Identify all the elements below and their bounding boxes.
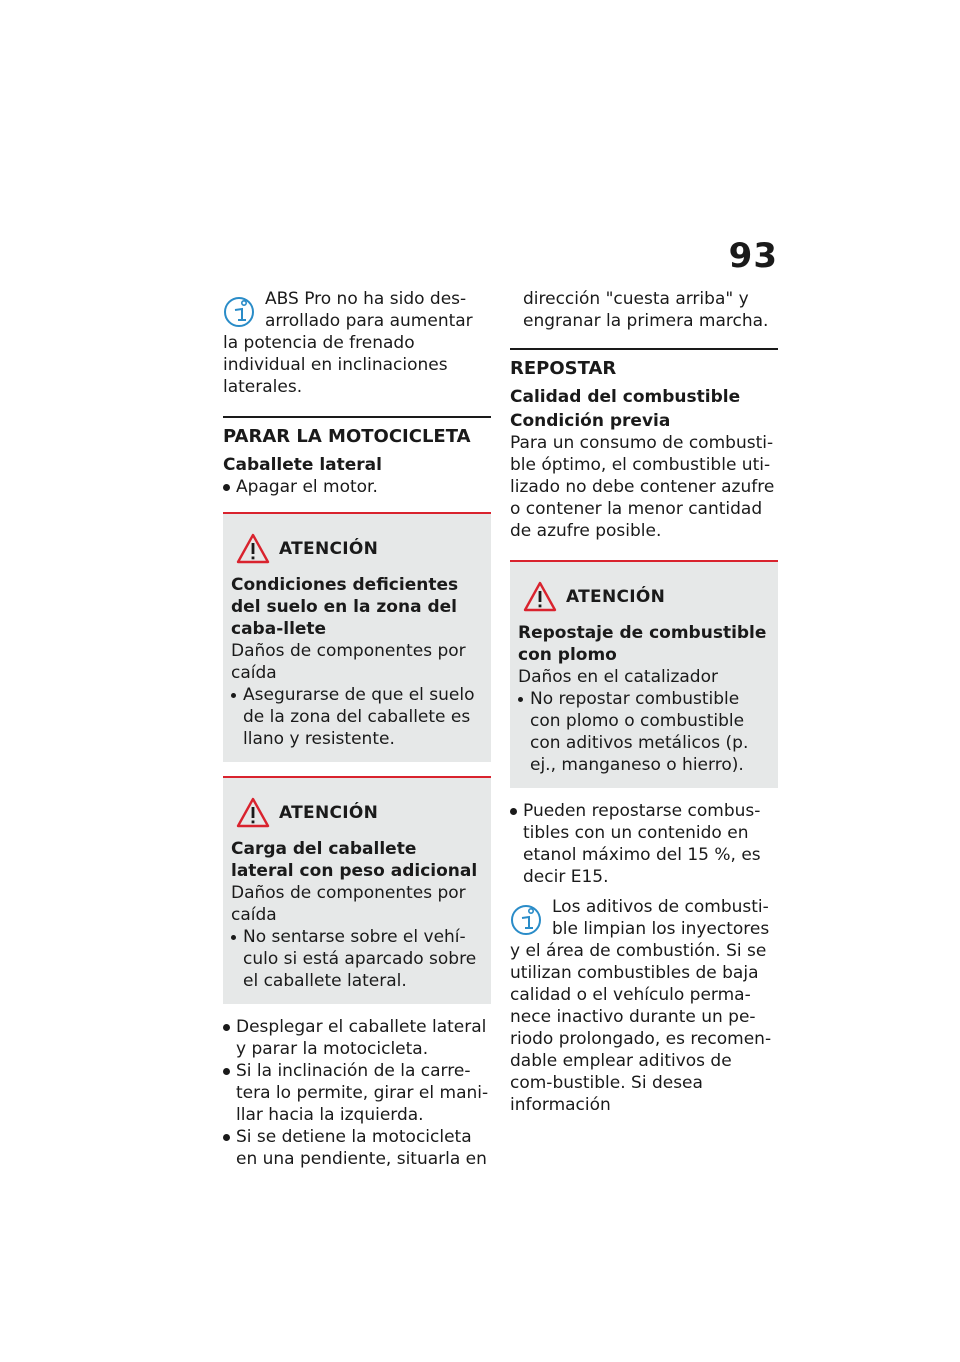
abs-hint: [223, 288, 491, 398]
right-column: [510, 288, 778, 1116]
list-item: Apagar el motor.: [223, 476, 491, 498]
left-column: [223, 288, 491, 1170]
warning-triangle-icon: [235, 796, 271, 830]
step-list: [223, 476, 491, 498]
list-item: Pueden repostarse combus-tibles con un contenido en etanol máximo del 15 %, es decir E15.: [510, 800, 778, 888]
warning-triangle-icon: [522, 580, 558, 614]
step-list: [510, 800, 778, 888]
warning-consequence: Daños en el catalizador: [518, 667, 718, 687]
warning-box: [510, 560, 778, 788]
warning-triangle-icon: [235, 532, 271, 566]
warning-title: ATENCIÓN: [279, 803, 379, 823]
warning-action: No repostar combustible con plomo o combustible con aditivos metálicos (p. ej., manganeso o hierro).: [518, 688, 768, 776]
condition-title: Condición previa: [510, 411, 671, 431]
step-list: [223, 1016, 491, 1170]
warning-title: ATENCIÓN: [279, 539, 379, 559]
warning-box: [223, 776, 491, 1004]
continuation-text: dirección "cuesta arriba" y engranar la primera marcha.: [523, 289, 769, 331]
info-hint-icon: [223, 294, 259, 330]
fuel-additive-hint: [510, 896, 778, 1116]
warning-action: No sentarse sobre el vehí-culo si está aparcado sobre el caballete lateral.: [231, 926, 481, 992]
subsection-title: Calidad del combustible: [510, 387, 741, 407]
list-item: Si se detiene la motocicleta en una pendiente, situarla en: [223, 1126, 491, 1170]
warning-consequence: Daños de componentes por caída: [231, 883, 466, 925]
warning-consequence: Daños de componentes por caída: [231, 641, 466, 683]
hint-text: ABS Pro no ha sido des-arrollado para aumentar la potencia de frenado individual en inclinaciones laterales.: [223, 289, 473, 397]
warning-title: ATENCIÓN: [566, 587, 666, 607]
warning-action: Asegurarse de que el suelo de la zona del caballete es llano y resistente.: [231, 684, 481, 750]
info-hint-icon: [510, 902, 546, 938]
subsection-title: Caballete lateral: [223, 455, 382, 475]
condition-text: Para un consumo de combusti-ble óptimo, el combustible uti-lizado no debe contener azufre o contener la menor cantidad de azufre posible.: [510, 433, 775, 541]
section-title: REPOSTAR: [510, 348, 778, 380]
hint-text: Los aditivos de combusti-ble limpian los inyectores y el área de combustión. Si se utilizan combustibles de baja calidad o el vehículo perma-nece inactivo durante un pe-riodo prolongado, es recomen-dable emplear aditivos de com-bustible. Si desea información: [510, 897, 772, 1115]
warning-subtitle: Carga del caballete lateral con peso adicional: [231, 839, 478, 881]
page-number: 93: [728, 236, 778, 276]
list-item: Desplegar el caballete lateral y parar la motocicleta.: [223, 1016, 491, 1060]
warning-subtitle: Repostaje de combustible con plomo: [518, 623, 767, 665]
list-item: Si la inclinación de la carre-tera lo permite, girar el mani-llar hacia la izquierda.: [223, 1060, 491, 1126]
section-title: PARAR LA MOTOCICLETA: [223, 416, 491, 448]
warning-subtitle: Condiciones deficientes del suelo en la zona del caba-llete: [231, 575, 459, 639]
warning-box: [223, 512, 491, 762]
